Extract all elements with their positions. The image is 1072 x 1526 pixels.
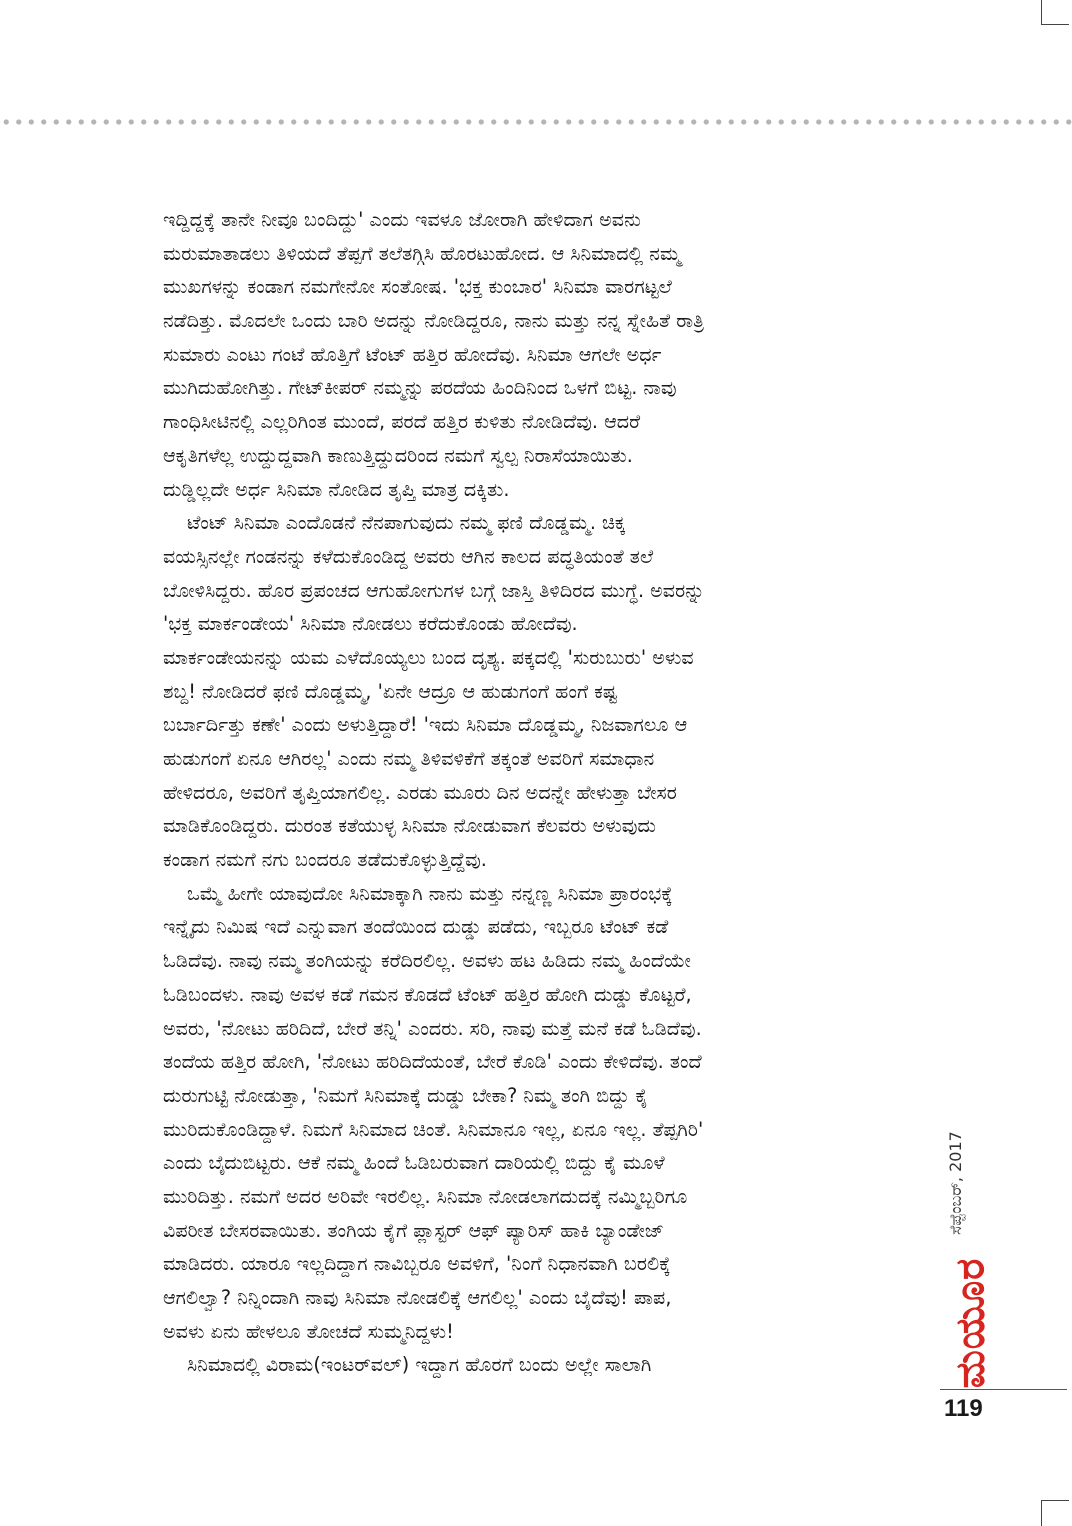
- text-line: ಮಾಡಿದರು. ಯಾರೂ ಇಲ್ಲದಿದ್ದಾಗ ನಾವಿಬ್ಬರೂ ಅವಳಿಗೆ, 'ನಿಂಗೆ ನಿಧಾನವಾಗಿ ಬರಲಿಕ್ಕೆ: [163, 1252, 671, 1276]
- text-line: ನಡೆದಿತ್ತು. ಮೊದಲೇ ಒಂದು ಬಾರಿ ಅದನ್ನು ನೋಡಿದ್ದರೂ, ನಾನು ಮತ್ತು ನನ್ನ ಸ್ನೇಹಿತೆ ರಾತ್ರಿ: [163, 309, 705, 333]
- text-line: ಬರ್ಬಾರ್ದಿತ್ತು ಕಣೇ' ಎಂದು ಅಳುತ್ತಿದ್ದಾರೆ! 'ಇದು ಸಿನಿಮಾ ದೊಡ್ಡಮ್ಮ, ನಿಜವಾಗಲೂ ಆ: [163, 713, 688, 737]
- text-line: ಅವರು, 'ನೋಟು ಹರಿದಿದೆ, ಬೇರೆ ತನ್ನಿ' ಎಂದರು. ಸರಿ, ನಾವು ಮತ್ತೆ ಮನೆ ಕಡೆ ಓಡಿದೆವು.: [163, 1016, 702, 1040]
- text-line: ಆಗಲಿಲ್ವಾ? ನಿನ್ನಿಂದಾಗಿ ನಾವು ಸಿನಿಮಾ ನೋಡಲಿಕ್ಕೆ ಆಗಲಿಲ್ಲ' ಎಂದು ಬೈದೆವು! ಪಾಪ,: [163, 1286, 672, 1309]
- text-line: ವಿಪರೀತ ಬೇಸರವಾಯಿತು. ತಂಗಿಯ ಕೈಗೆ ಪ್ಲಾಸ್ಟರ್ ಆಫ್ ಪ್ಯಾರಿಸ್ ಹಾಕಿ ಬ್ಯಾಂಡೇಜ್: [163, 1218, 665, 1242]
- text-line: ಹೇಳಿದರೂ, ಅವರಿಗೆ ತೃಪ್ತಿಯಾಗಲಿಲ್ಲ. ಎರಡು ಮೂರು ದಿನ ಅದನ್ನೇ ಹೇಳುತ್ತಾ ಬೇಸರ: [163, 780, 677, 804]
- text-line: ಓಡಿದೆವು. ನಾವು ನಮ್ಮ ತಂಗಿಯನ್ನು ಕರೆದಿರಲಿಲ್ಲ. ಅವಳು ಹಟ ಹಿಡಿದು ನಮ್ಮ ಹಿಂದೆಯೇ: [163, 949, 691, 973]
- text-line: ಗಾಂಧಿಸೀಟಿನಲ್ಲಿ ಎಲ್ಲರಿಗಿಂತ ಮುಂದೆ, ಪರದೆ ಹತ್ತಿರ ಕುಳಿತು ನೋಡಿದೆವು. ಆದರೆ: [163, 410, 641, 434]
- text-line: ಸುಮಾರು ಎಂಟು ಗಂಟೆ ಹೊತ್ತಿಗೆ ಟೆಂಟ್ ಹತ್ತಿರ ಹೋದೆವು. ಸಿನಿಮಾ ಆಗಲೇ ಅರ್ಧ: [163, 342, 662, 366]
- text-line: ಕಂಡಾಗ ನಮಗೆ ನಗು ಬಂದರೂ ತಡೆದುಕೊಳ್ಳುತ್ತಿದ್ದೆವು.: [163, 848, 487, 872]
- issue-date: ಸೆಪ್ಟೆಂಬರ್, 2017: [946, 1130, 965, 1235]
- text-line: ದುಡ್ಡಿಲ್ಲದೇ ಅರ್ಧ ಸಿನಿಮಾ ನೋಡಿದ ತೃಪ್ತಿ ಮಾತ್ರ ದಕ್ಕಿತು.: [163, 477, 510, 501]
- text-line: ಅವಳು ಏನು ಹೇಳಲೂ ತೋಚದೆ ಸುಮ್ಮನಿದ್ದಳು!: [163, 1319, 454, 1343]
- text-line: ಇನ್ನೈದು ನಿಮಿಷ ಇದೆ ಎನ್ನುವಾಗ ತಂದೆಯಿಂದ ದುಡ್ಡು ಪಡೆದು, ಇಬ್ಬರೂ ಟೆಂಟ್ ಕಡೆ: [163, 915, 669, 939]
- text-line: ಇದ್ದಿದ್ದಕ್ಕೆ ತಾನೇ ನೀವೂ ಬಂದಿದ್ದು' ಎಂದು ಇವಳೂ ಜೋರಾಗಿ ಹೇಳಿದಾಗ ಅವನು: [163, 208, 641, 231]
- text-line: ಮಾರ್ಕಂಡೇಯನನ್ನು ಯಮ ಎಳೆದೊಯ್ಯಲು ಬಂದ ದೃಶ್ಯ. ಪಕ್ಕದಲ್ಲಿ 'ಸುರುಬುರು' ಅಳುವ: [163, 645, 694, 669]
- text-line: ಒಮ್ಮೆ ಹೀಗೇ ಯಾವುದೋ ಸಿನಿಮಾಕ್ಕಾಗಿ ನಾನು ಮತ್ತು ನನ್ನಣ್ಣ ಸಿನಿಮಾ ಪ್ರಾರಂಭಕ್ಕೆ: [187, 881, 673, 905]
- text-line: ಮುರಿದಿತ್ತು. ನಮಗೆ ಅದರ ಅರಿವೇ ಇರಲಿಲ್ಲ. ಸಿನಿಮಾ ನೋಡಲಾಗದುದಕ್ಕೆ ನಮ್ಮಿಬ್ಬರಿಗೂ: [163, 1184, 688, 1208]
- text-line: ದುರುಗುಟ್ಟಿ ನೋಡುತ್ತಾ, 'ನಿಮಗೆ ಸಿನಿಮಾಕ್ಕೆ ದುಡ್ಡು ಬೇಕಾ? ನಿಮ್ಮ ತಂಗಿ ಬಿದ್ದು ಕೈ: [163, 1083, 649, 1107]
- text-line: ಮಾಡಿಕೊಂಡಿದ್ದರು. ದುರಂತ ಕತೆಯುಳ್ಳ ಸಿನಿಮಾ ನೋಡುವಾಗ ಕೆಲವರು ಅಳುವುದು: [163, 814, 656, 838]
- text-line: ಆಕೃತಿಗಳೆಲ್ಲ ಉದ್ದುದ್ದವಾಗಿ ಕಾಣುತ್ತಿದ್ದುದರಿಂದ ನಮಗೆ ಸ್ವಲ್ಪ ನಿರಾಸೆಯಾಯಿತು.: [163, 443, 633, 467]
- text-line: ಬೋಳಿಸಿದ್ದರು. ಹೊರ ಪ್ರಪಂಚದ ಆಗುಹೋಗುಗಳ ಬಗ್ಗೆ ಜಾಸ್ತಿ ತಿಳಿದಿರದ ಮುಗ್ಧೆ. ಅವರನ್ನು: [163, 578, 705, 602]
- page-number-rule: [940, 1389, 1067, 1390]
- crop-mark-bottom: [1041, 1500, 1069, 1526]
- text-line: ಮುರಿದುಕೊಂಡಿದ್ದಾಳೆ. ನಿಮಗೆ ಸಿನಿಮಾದ ಚಿಂತೆ. ಸಿನಿಮಾನೂ ಇಲ್ಲ, ಏನೂ ಇಲ್ಲ. ತೆಪ್ಪಗಿರಿ': [163, 1117, 704, 1141]
- crop-mark-top: [1041, 0, 1069, 25]
- text-line: 'ಭಕ್ತ ಮಾರ್ಕಂಡೇಯ' ಸಿನಿಮಾ ನೋಡಲು ಕರೆದುಕೊಂಡು ಹೋದೆವು.: [163, 612, 578, 636]
- text-line: ಸಿನಿಮಾದಲ್ಲಿ ವಿರಾಮ(ಇಂಟರ್‌ವಲ್) ಇದ್ದಾಗ ಹೊರಗೆ ಬಂದು ಅಲ್ಲೇ ಸಾಲಾಗಿ: [187, 1353, 652, 1377]
- text-line: ಎಂದು ಬೈದುಬಿಟ್ಟರು. ಆಕೆ ನಮ್ಮ ಹಿಂದೆ ಓಡಿಬರುವಾಗ ದಾರಿಯಲ್ಲಿ ಬಿದ್ದು ಕೈ ಮೂಳೆ: [163, 1151, 665, 1175]
- page-number: 119: [944, 1395, 983, 1422]
- text-line: ಹುಡುಗಂಗೆ ಏನೂ ಆಗಿರಲ್ಲ' ಎಂದು ನಮ್ಮ ತಿಳಿವಳಿಕೆಗೆ ತಕ್ಕಂತೆ ಅವರಿಗೆ ಸಮಾಧಾನ: [163, 747, 655, 770]
- text-line: ಶಬ್ದ! ನೋಡಿದರೆ ಫಣಿ ದೊಡ್ಡಮ್ಮ, 'ಏನೇ ಆದ್ರೂ ಆ ಹುಡುಗಂಗೆ ಹಂಗೆ ಕಷ್ಟ: [163, 679, 618, 703]
- dotted-header-rule: [0, 117, 1072, 127]
- text-line: ಓಡಿಬಂದಳು. ನಾವು ಅವಳ ಕಡೆ ಗಮನ ಕೊಡದೆ ಟೆಂಟ್ ಹತ್ತಿರ ಹೋಗಿ ದುಡ್ಡು ಕೊಟ್ಟರೆ,: [163, 982, 692, 1006]
- magazine-name: ಮಯೂರ: [947, 1257, 993, 1388]
- text-line: ಮರುಮಾತಾಡಲು ತಿಳಿಯದೆ ತೆಪ್ಪಗೆ ತಲೆತಗ್ಗಿಸಿ ಹೊರಟುಹೋದ. ಆ ಸಿನಿಮಾದಲ್ಲಿ ನಮ್ಮ: [163, 241, 681, 265]
- article-body: [163, 203, 923, 1382]
- text-line: ಮುಗಿದುಹೋಗಿತ್ತು. ಗೇಟ್‌ಕೀಪರ್ ನಮ್ಮನ್ನು ಪರದೆಯ ಹಿಂದಿನಿಂದ ಒಳಗೆ ಬಿಟ್ಟ. ನಾವು: [163, 376, 677, 400]
- issue-date-vertical: [926, 1100, 986, 1265]
- text-line: ಟೆಂಟ್ ಸಿನಿಮಾ ಎಂದೊಡನೆ ನೆನಪಾಗುವುದು ನಮ್ಮ ಫಣಿ ದೊಡ್ಡಮ್ಮ. ಚಿಕ್ಕ: [187, 511, 626, 535]
- text-line: ವಯಸ್ಸಿನಲ್ಲೇ ಗಂಡನನ್ನು ಕಳೆದುಕೊಂಡಿದ್ದ ಅವರು ಆಗಿನ ಕಾಲದ ಪದ್ಧತಿಯಂತೆ ತಲೆ: [163, 544, 654, 568]
- magazine-logo: [940, 1257, 1000, 1388]
- text-line: ಮುಖಗಳನ್ನು ಕಂಡಾಗ ನಮಗೇನೋ ಸಂತೋಷ. 'ಭಕ್ತ ಕುಂಬಾರ' ಸಿನಿಮಾ ವಾರಗಟ್ಟಲೆ: [163, 275, 672, 299]
- text-line: ತಂದೆಯ ಹತ್ತಿರ ಹೋಗಿ, 'ನೋಟು ಹರಿದಿದೆಯಂತೆ, ಬೇರೆ ಕೊಡಿ' ಎಂದು ಕೇಳಿದೆವು. ತಂದೆ: [163, 1050, 702, 1074]
